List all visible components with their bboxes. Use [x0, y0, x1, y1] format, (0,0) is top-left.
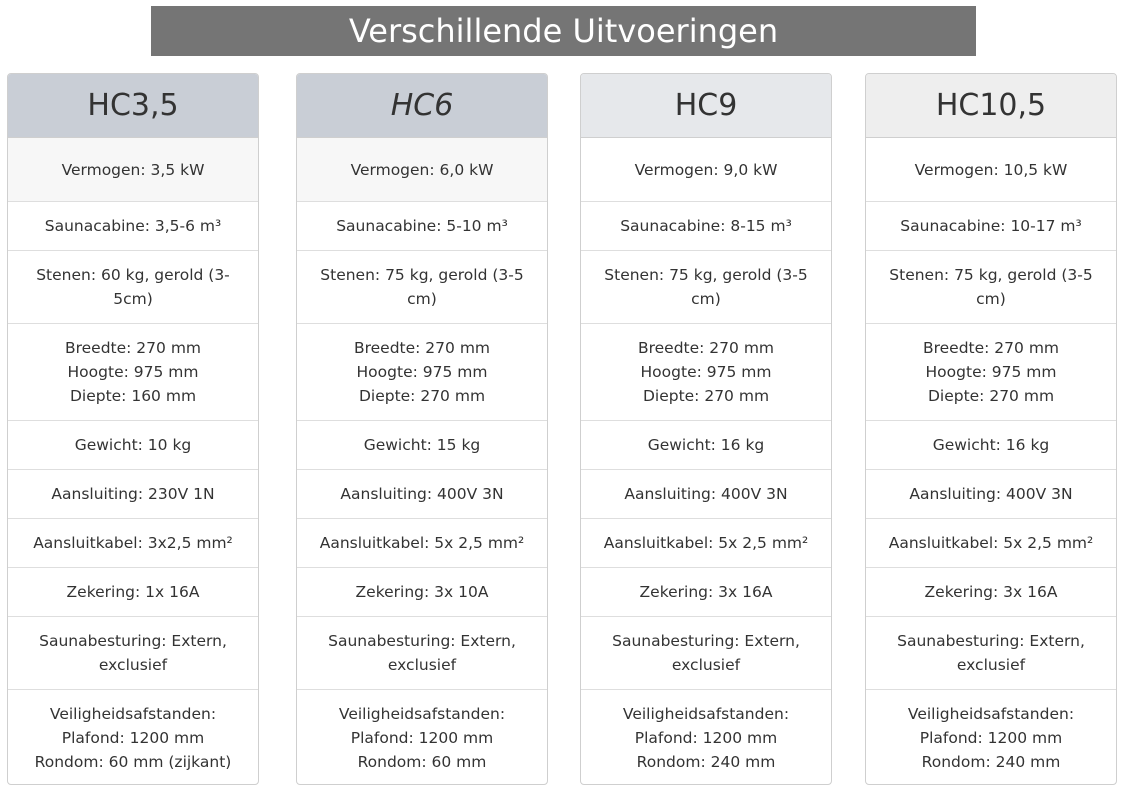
spec-row-safety: Veiligheidsafstanden: Plafond: 1200 mm Rondom: 60 mm: [338, 705, 506, 771]
spec-row-cabin: Saunacabine: 5-10 m³: [297, 202, 547, 251]
product-card-title: HC3,5: [8, 74, 258, 138]
spec-row-safety: Veiligheidsafstanden: Plafond: 1200 mm Rondom: 240 mm: [622, 705, 790, 771]
spec-row-connection: Aansluiting: 400V 3N: [866, 470, 1116, 519]
spec-row-power: Vermogen: 10,5 kW: [866, 138, 1116, 202]
spec-row-fuse: Zekering: 3x 10A: [297, 568, 547, 617]
spec-row-connection: Aansluiting: 400V 3N: [297, 470, 547, 519]
spec-row-connection: Aansluiting: 230V 1N: [8, 470, 258, 519]
product-card-title: HC6: [297, 74, 547, 138]
spec-row-power: Vermogen: 9,0 kW: [581, 138, 831, 202]
spec-row-cable: Aansluitkabel: 5x 2,5 mm²: [297, 519, 547, 568]
product-card-hc10-5: [865, 73, 1117, 785]
spec-row-control: Saunabesturing: Extern, exclusief: [581, 617, 831, 690]
product-card-title: HC9: [581, 74, 831, 138]
spec-row-cabin: Saunacabine: 10-17 m³: [866, 202, 1116, 251]
product-card-hc6: [296, 73, 548, 785]
spec-row-power: Vermogen: 6,0 kW: [297, 138, 547, 202]
spec-row-safety: Veiligheidsafstanden: Plafond: 1200 mm Rondom: 240 mm: [907, 705, 1075, 771]
spec-row-control: Saunabesturing: Extern, exclusief: [297, 617, 547, 690]
spec-row-safety: Veiligheidsafstanden: Plafond: 1200 mm Rondom: 60 mm (zijkant): [34, 705, 232, 771]
spec-row-cable: Aansluitkabel: 3x2,5 mm²: [8, 519, 258, 568]
spec-row-control: Saunabesturing: Extern, exclusief: [8, 617, 258, 690]
spec-row-fuse: Zekering: 3x 16A: [866, 568, 1116, 617]
spec-row-cabin: Saunacabine: 8-15 m³: [581, 202, 831, 251]
product-card-hc3-5: [7, 73, 259, 785]
spec-row-stones: Stenen: 75 kg, gerold (3-5 cm): [297, 251, 547, 324]
spec-row-power: Vermogen: 3,5 kW: [8, 138, 258, 202]
spec-row-dimensions: Breedte: 270 mm Hoogte: 975 mm Diepte: 270 mm: [581, 324, 831, 421]
product-card-hc9: [580, 73, 832, 785]
spec-row-dimensions: Breedte: 270 mm Hoogte: 975 mm Diepte: 270 mm: [297, 324, 547, 421]
spec-row-weight: Gewicht: 16 kg: [581, 421, 831, 470]
spec-row-stones: Stenen: 75 kg, gerold (3-5 cm): [581, 251, 831, 324]
spec-row-dimensions: Breedte: 270 mm Hoogte: 975 mm Diepte: 270 mm: [866, 324, 1116, 421]
spec-row-cabin: Saunacabine: 3,5-6 m³: [8, 202, 258, 251]
page-title: Verschillende Uitvoeringen: [348, 12, 779, 50]
spec-row-fuse: Zekering: 1x 16A: [8, 568, 258, 617]
spec-row-control: Saunabesturing: Extern, exclusief: [866, 617, 1116, 690]
spec-row-cable: Aansluitkabel: 5x 2,5 mm²: [866, 519, 1116, 568]
spec-row-stones: Stenen: 60 kg, gerold (3- 5cm): [8, 251, 258, 324]
spec-row-weight: Gewicht: 10 kg: [8, 421, 258, 470]
page-title-banner: [151, 6, 976, 56]
spec-row-fuse: Zekering: 3x 16A: [581, 568, 831, 617]
product-card-title: HC10,5: [866, 74, 1116, 138]
spec-row-cable: Aansluitkabel: 5x 2,5 mm²: [581, 519, 831, 568]
spec-row-stones: Stenen: 75 kg, gerold (3-5 cm): [866, 251, 1116, 324]
spec-row-dimensions: Breedte: 270 mm Hoogte: 975 mm Diepte: 160 mm: [8, 324, 258, 421]
spec-row-connection: Aansluiting: 400V 3N: [581, 470, 831, 519]
spec-row-weight: Gewicht: 15 kg: [297, 421, 547, 470]
spec-row-weight: Gewicht: 16 kg: [866, 421, 1116, 470]
